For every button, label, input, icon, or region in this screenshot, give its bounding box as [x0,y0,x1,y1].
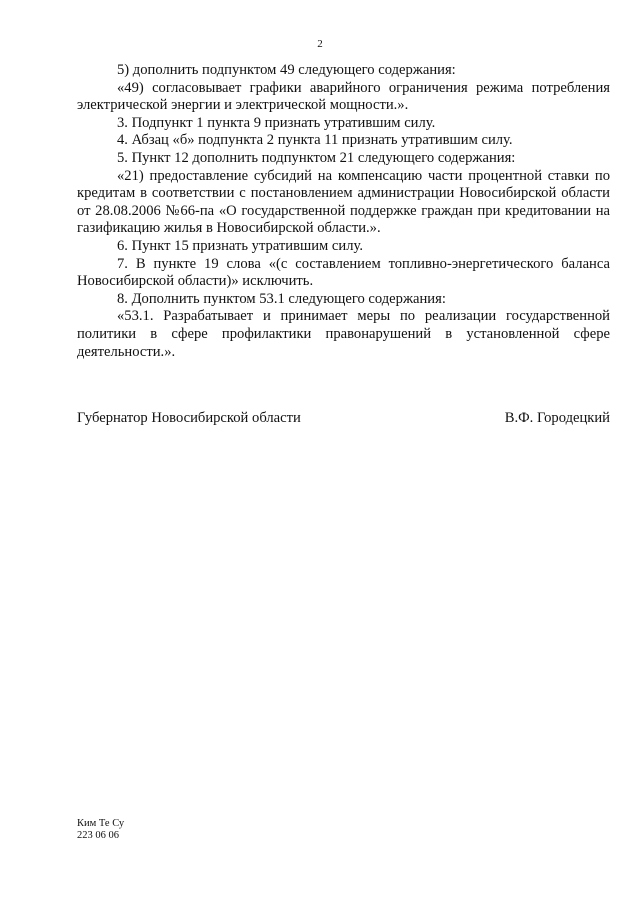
page-number: 2 [317,38,323,50]
paragraph-5: 5. Пункт 12 дополнить подпунктом 21 следующего содержания: [117,149,516,166]
signature-block [77,409,610,427]
executor-phone: 223 06 06 [77,830,119,841]
paragraph-item-53-1-text: «53.1. Разрабатывает и принимает меры по реализации государственной политики в сфере профилактики правонарушений в установленной сфере деятельности.». [77,308,610,360]
paragraph-6: 6. Пункт 15 признать утратившим силу. [117,237,363,254]
paragraph-3: 3. Подпункт 1 пункта 9 признать утратившим силу. [117,114,436,131]
paragraph-8: 8. Дополнить пунктом 53.1 следующего содержания: [117,290,446,307]
document-body [77,62,610,361]
signatory-position: Губернатор Новосибирской области [77,410,301,426]
executor-info [77,818,124,842]
paragraph-4: 4. Абзац «б» подпункта 2 пункта 11 признать утратившим силу. [117,132,513,149]
paragraph-7: 7. В пункте 19 слова «(с составлением топливно-энергетического баланса Новосибирской области)» исключить. [77,255,610,290]
paragraph-subitem-21-text: «21) предоставление субсидий на компенсацию части процентной ставки по кредитам в соответствии с постановлением администрации Новосибирской области от 28.08.2006 №66-па «О государственной поддержке граждан при кредитовании на газификацию жилья в Новосибирской области.». [77,167,610,237]
paragraph-subitem-49-text: «49) согласовывает графики аварийного ограничения режима потребления электрической энергии и электрической мощности.». [77,79,610,114]
executor-name: Ким Те Су [77,818,125,829]
signatory-name: В.Ф. Городецкий [504,410,610,426]
paragraph-item-5-add: 5) дополнить подпунктом 49 следующего содержания: [117,62,456,78]
